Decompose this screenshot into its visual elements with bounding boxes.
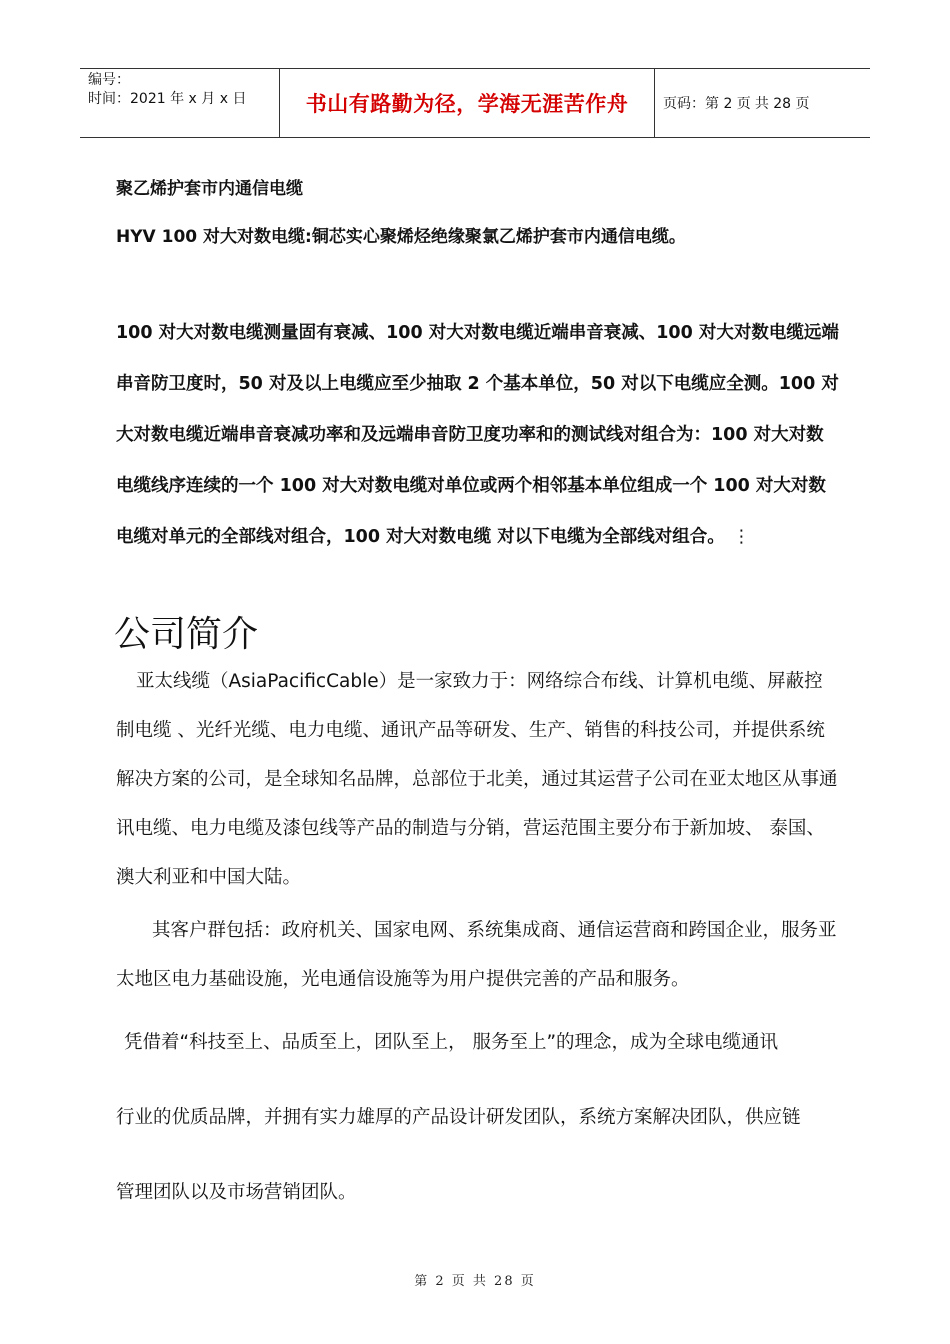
- intro-paragraph-3-line-1: 凭借着“科技至上、品质至上，团队至上， 服务至上”的理念，成为全球电缆通讯: [124, 1032, 779, 1053]
- intro-paragraph-3-line-2: 行业的优质品牌，并拥有实力雄厚的产品设计研发团队，系统方案解决团队，供应链: [116, 1107, 801, 1128]
- header-meta: [80, 69, 280, 137]
- intro-paragraph-2: 其客户群包括：政府机关、国家电网、系统集成商、通信运营商和跨国企业，服务亚太地区电力基础设施，光电通信设施等为用户提供完善的产品和服务。: [116, 920, 837, 990]
- header-page-info: [655, 69, 870, 137]
- vertical-dots-icon: ⋮: [732, 527, 751, 547]
- intro-paragraph-1: 亚太线缆（AsiaPacificCable）是一家致力于：网络综合布线、计算机电缆、屏蔽控制电缆 、光纤光缆、电力电缆、通讯产品等研发、生产、销售的科技公司，并提供系统解决方案的公司，是全球知名品牌，总部位于北美，通过其运营子公司在亚太地区从事通讯电缆、电力电缆及漆包线等产品的制造与分销，营运范围主要分布于新加坡、 泰国、澳大利亚和中国大陆。: [116, 671, 838, 888]
- company-intro-heading: 公司简介: [114, 614, 259, 655]
- cable-spec-line: HYV 100 对大对数电缆:铜芯实心聚烯烃绝缘聚氯乙烯护套市内通信电缆。: [116, 227, 686, 247]
- cable-title-line: 聚乙烯护套市内通信电缆: [116, 179, 303, 199]
- page-label: 页码：第 2 页: [663, 96, 751, 112]
- total-label: 共 28 页: [754, 96, 810, 112]
- number-label: 编号：: [88, 72, 130, 88]
- header-motto: 书山有路勤为径，学海无涯苦作舟: [280, 69, 655, 137]
- intro-paragraph-3-line-3: 管理团队以及市场营销团队。: [116, 1182, 357, 1203]
- test-paragraph-text: 100 对大对数电缆测量固有衰减、100 对大对数电缆近端串音衰减、100 对大对数电缆远端串音防卫度时，50 对及以上电缆应至少抽取 2 个基本单位，50 对以下电缆应全测。100 对大对数电缆近端串音衰减功率和及远端串音防卫度功率和的测试线对组合为：100 对大对数电缆线序连续的一个 100 对大对数电缆对单位或两个相邻基本单位组成一个 100 对大对数电缆对单元的全部线对组合，100 对大对数电缆 对以下电缆为全部线对组合。: [116, 323, 839, 547]
- test-paragraph: [116, 308, 840, 563]
- time-label: 时间：2021 年 x 月 x 日: [88, 91, 247, 107]
- page-footer: 第 2 页 共 28 页: [414, 1274, 536, 1289]
- document-header: [80, 68, 870, 138]
